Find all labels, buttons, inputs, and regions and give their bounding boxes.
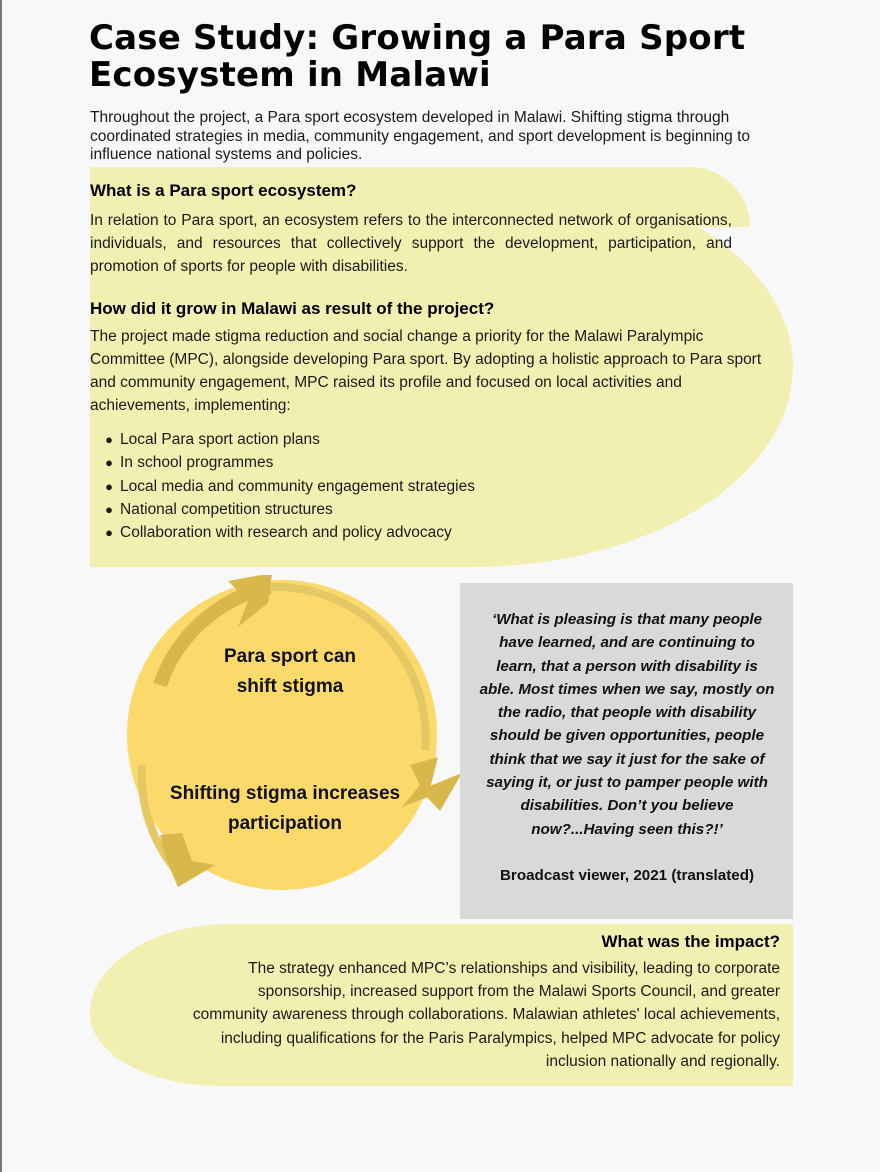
section-growth-body: The project made stigma reduction and social change a priority for the Malawi Paralympic Committee (MPC), alongside developing Para sport. By adopting a holistic approach to Para sport and community engagement, MPC raised its profile and focused on local activities and achievements, implementing: — [90, 328, 762, 414]
stigma-cycle-diagram — [120, 575, 470, 895]
bullet-icon: ● — [105, 501, 113, 517]
impact-heading: What was the impact? — [601, 932, 780, 951]
list-item: ● Local media and community engagement strategies — [98, 475, 475, 498]
growth-bullet-list — [98, 428, 475, 544]
list-item: ● Local Para sport action plans — [98, 428, 475, 451]
quote-attribution: Broadcast viewer, 2021 (translated) — [499, 867, 755, 884]
list-item: ● National competition structures — [98, 498, 475, 521]
bullet-icon: ● — [105, 525, 113, 541]
section-ecosystem-heading: What is a Para sport ecosystem? — [90, 181, 357, 200]
section-ecosystem-body: In relation to Para sport, an ecosystem refers to the interconnected network of organisations, individuals, and resources that collectively support the development, participation, and promotion of sports for people with disabilities. — [90, 212, 732, 275]
list-item: ● In school programmes — [98, 451, 475, 474]
impact-body: The strategy enhanced MPC’s relationships and visibility, leading to corporate sponsorship, increased support from the Malawi Sports Council, and greater community awareness through collaborations. Malawian athletes' local achievements, including qualifications for the Paris Paralympics, helped MPC advocate for policy inclusion nationally and regionally. — [192, 960, 780, 1070]
page-title: Case Study: Growing a Para Sport Ecosystem in Malawi — [89, 18, 746, 95]
bullet-icon: ● — [105, 432, 113, 447]
bullet-icon: ● — [105, 455, 113, 471]
page-edge-rule — [0, 0, 2, 1172]
section-growth-heading: How did it grow in Malawi as result of the project? — [90, 299, 495, 318]
cycle-text-top: Para sport can shift stigma — [224, 646, 356, 697]
intro-paragraph: Throughout the project, a Para sport ecosystem developed in Malawi. Shifting stigma through coordinated strategies in media, community engagement, and sport development is beginning to influence national systems and policies. — [90, 109, 751, 163]
list-item: ● Collaboration with research and policy advocacy — [98, 521, 475, 544]
quote-text: ‘What is pleasing is that many people have learned, and are continuing to learn, that a person with disability is able. Most times when we say, mostly on the radio, that people with disability should be given opportunities, people think that we say it just for the sake of saying it, or just to pamper people with disabilities. Don’t you believe now?...Having seen this?!’ — [479, 611, 775, 838]
bullet-icon: ● — [105, 478, 113, 494]
cycle-text-bottom: Shifting stigma increases participation — [169, 783, 401, 834]
